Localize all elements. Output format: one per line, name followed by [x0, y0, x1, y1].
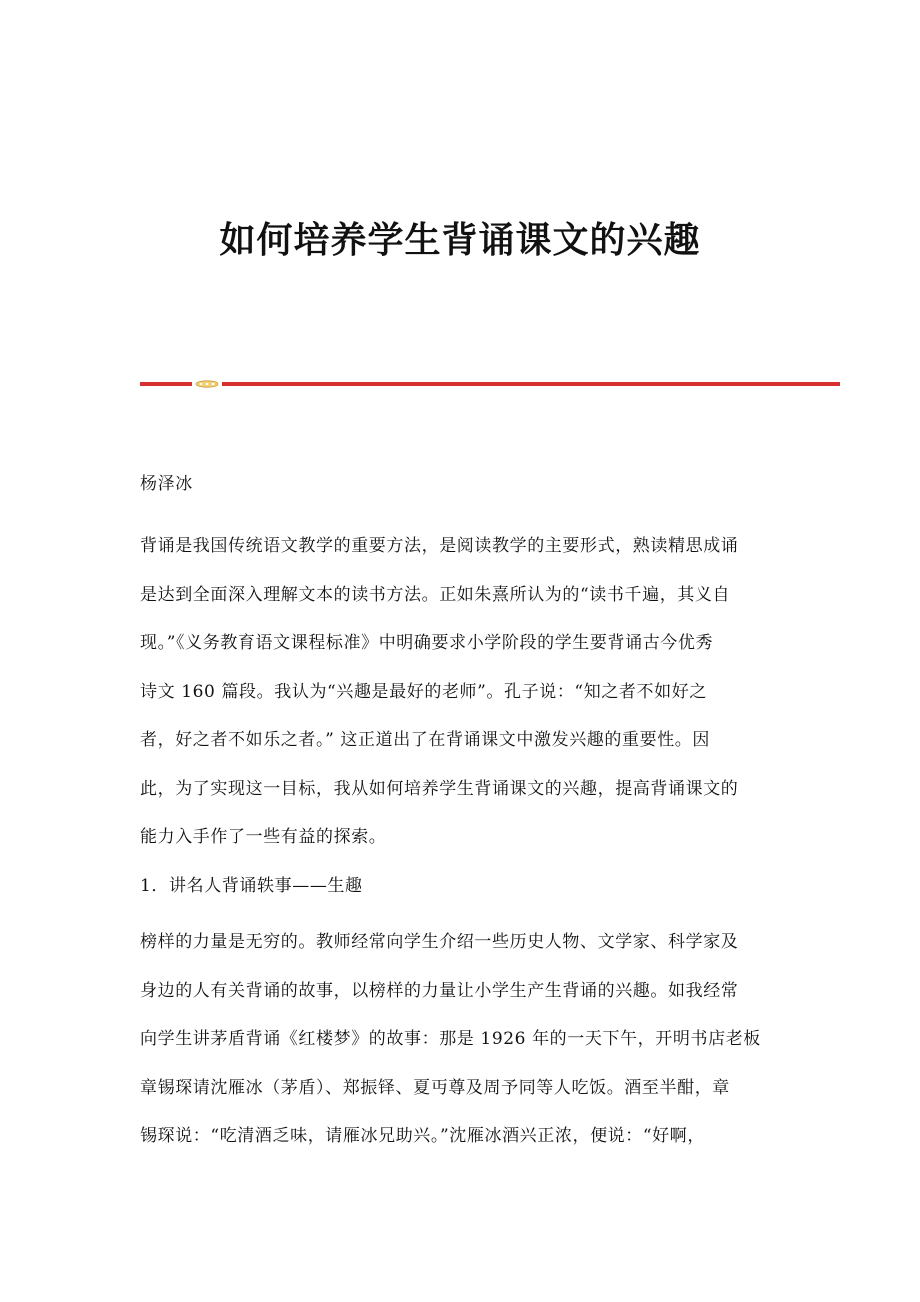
paragraph-line: 向学生讲茅盾背诵《红楼梦》的故事：那是 1926 年的一天下午，开明书店老板: [140, 1029, 761, 1049]
title-divider: [140, 380, 840, 388]
paragraph-line: 诗文 160 篇段。我认为“兴趣是最好的老师”。孔子说：“知之者不如好之: [140, 681, 707, 702]
section-heading: 1．讲名人背诵轶事——生趣: [140, 876, 363, 896]
paragraph-line: 章锡琛请沈雁冰（茅盾）、郑振铎、夏丏尊及周予同等人吃饭。酒至半酣，章: [140, 1077, 730, 1098]
intro-paragraph: [140, 522, 780, 862]
section-paragraph: [140, 918, 780, 1161]
paragraph-line: 能力入手作了一些有益的探索。: [140, 827, 387, 847]
paragraph-line: 身边的人有关背诵的故事，以榜样的力量让小学生产生背诵的兴趣。如我经常: [140, 980, 739, 1001]
paragraph-line: 是达到全面深入理解文本的读书方法。正如朱熹所认为的“读书千遍，其义自: [140, 584, 731, 605]
divider-ornament-icon: [195, 380, 219, 388]
author-name: 杨泽冰: [140, 474, 193, 494]
paragraph-line: 此，为了实现这一目标，我从如何培养学生背诵课文的兴趣，提高背诵课文的: [140, 778, 739, 799]
divider-line-left: [140, 382, 192, 386]
paragraph-line: 锡琛说：“吃清酒乏味，请雁冰兄助兴。”沈雁冰酒兴正浓，便说：“好啊，: [140, 1126, 705, 1146]
paragraph-line: 背诵是我国传统语文教学的重要方法，是阅读教学的主要形式，熟读精思成诵: [140, 536, 739, 556]
paragraph-line: 榜样的力量是无穷的。教师经常向学生介绍一些历史人物、文学家、科学家及: [140, 932, 739, 952]
paragraph-line: 现。”《义务教育语文课程标准》中明确要求小学阶段的学生要背诵古今优秀: [140, 633, 714, 653]
divider-line-right: [222, 382, 840, 386]
document-title: 如何培养学生背诵课文的兴趣: [219, 219, 701, 261]
paragraph-line: 者，好之者不如乐之者。” 这正道出了在背诵课文中激发兴趣的重要性。因: [140, 730, 710, 750]
